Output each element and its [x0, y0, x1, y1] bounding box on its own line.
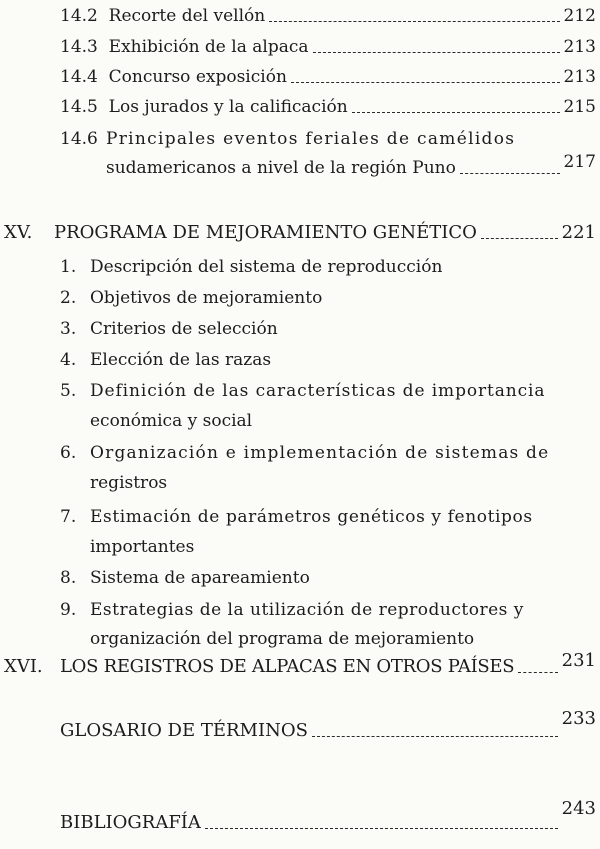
entry-title: Recorte del vellón — [108, 6, 266, 26]
toc-item-15-7 — [60, 506, 533, 528]
bibliography-page: 243 — [561, 798, 596, 819]
entry-title: Los jurados y la calificación — [108, 97, 348, 117]
entry-number: 14.6 — [60, 129, 98, 149]
item-title: Sistema de apareamiento — [90, 568, 310, 588]
toc-item-15-5 — [60, 380, 545, 402]
item-number: 7. — [60, 507, 77, 527]
toc-item-15-1 — [60, 256, 442, 278]
toc-item-15-7-line2: importantes — [90, 537, 195, 557]
dot-leader — [460, 173, 560, 174]
entry-title: Exhibición de la alpaca — [108, 37, 309, 57]
item-title-line1: Estrategias de la utilización de reproductores y — [90, 600, 524, 620]
entry-number: 14.2 — [60, 6, 98, 26]
toc-glossary — [60, 708, 596, 742]
item-number: 2. — [60, 288, 77, 308]
toc-entry-14-5 — [60, 96, 596, 118]
item-number: 1. — [60, 257, 77, 277]
dot-leader — [205, 828, 558, 829]
item-number: 9. — [60, 600, 77, 620]
toc-item-15-5-line2: económica y social — [90, 411, 253, 431]
dot-leader — [352, 112, 560, 113]
chapter-page: 231 — [561, 650, 596, 671]
item-number: 3. — [60, 319, 77, 339]
entry-title: Concurso exposición — [108, 67, 287, 87]
entry-page: 212 — [563, 6, 596, 26]
chapter-page: 221 — [561, 222, 596, 243]
item-title: Criterios de selección — [90, 319, 278, 339]
toc-chapter-15 — [4, 222, 596, 244]
item-title-line1: Definición de las características de importancia — [90, 381, 546, 401]
item-number: 5. — [60, 381, 77, 401]
glossary-title: GLOSARIO DE TÉRMINOS — [60, 720, 308, 741]
toc-entry-14-3 — [60, 36, 596, 58]
chapter-title: PROGRAMA DE MEJORAMIENTO GENÉTICO — [54, 222, 477, 243]
toc-item-15-2 — [60, 287, 322, 309]
item-title-line1: Organización e implementación de sistemas de — [90, 443, 550, 463]
item-title: Descripción del sistema de reproducción — [90, 257, 443, 277]
entry-page: 215 — [563, 97, 596, 117]
toc-item-15-9-line2: organización del programa de mejoramiento — [90, 629, 475, 649]
item-title: Objetivos de mejoramiento — [90, 288, 323, 308]
entry-title-line1: Principales eventos feriales de camélidos — [106, 129, 516, 149]
toc-item-15-6-line2: registros — [90, 473, 168, 493]
item-number: 4. — [60, 350, 77, 370]
dot-leader — [291, 82, 560, 83]
chapter-number: XVI. — [4, 656, 43, 677]
dot-leader — [312, 736, 558, 737]
item-title: Elección de las razas — [90, 350, 272, 370]
toc-item-15-9 — [60, 599, 524, 621]
dot-leader — [269, 21, 559, 22]
toc-item-15-4 — [60, 349, 271, 371]
entry-number: 14.5 — [60, 97, 98, 117]
chapter-number: XV. — [4, 222, 33, 243]
toc-item-15-6 — [60, 442, 549, 464]
bibliography-title: BIBLIOGRAFÍA — [60, 812, 201, 833]
entry-number: 14.4 — [60, 67, 98, 87]
entry-page: 213 — [563, 67, 596, 87]
toc-entry-14-4 — [60, 66, 596, 88]
dot-leader — [481, 238, 558, 239]
dot-leader — [313, 52, 560, 53]
item-number: 6. — [60, 443, 77, 463]
entry-number: 14.3 — [60, 37, 98, 57]
toc-item-15-8 — [60, 567, 310, 589]
toc-entry-14-2 — [60, 5, 596, 27]
toc-entry-14-6-line1 — [60, 128, 540, 150]
entry-page: 213 — [563, 37, 596, 57]
toc-entry-14-6-line2 — [106, 152, 596, 179]
item-title-line1: Estimación de parámetros genéticos y fenotipos — [90, 507, 533, 527]
item-number: 8. — [60, 568, 77, 588]
chapter-title: LOS REGISTROS DE ALPACAS EN OTROS PAÍSES — [60, 656, 515, 677]
glossary-page: 233 — [561, 708, 596, 729]
entry-page: 217 — [563, 152, 596, 172]
toc-bibliography — [60, 798, 596, 834]
toc-chapter-16 — [4, 650, 596, 678]
entry-title-line2: sudamericanos a nivel de la región Puno — [106, 158, 456, 178]
toc-item-15-3 — [60, 318, 278, 340]
dot-leader — [518, 672, 557, 673]
